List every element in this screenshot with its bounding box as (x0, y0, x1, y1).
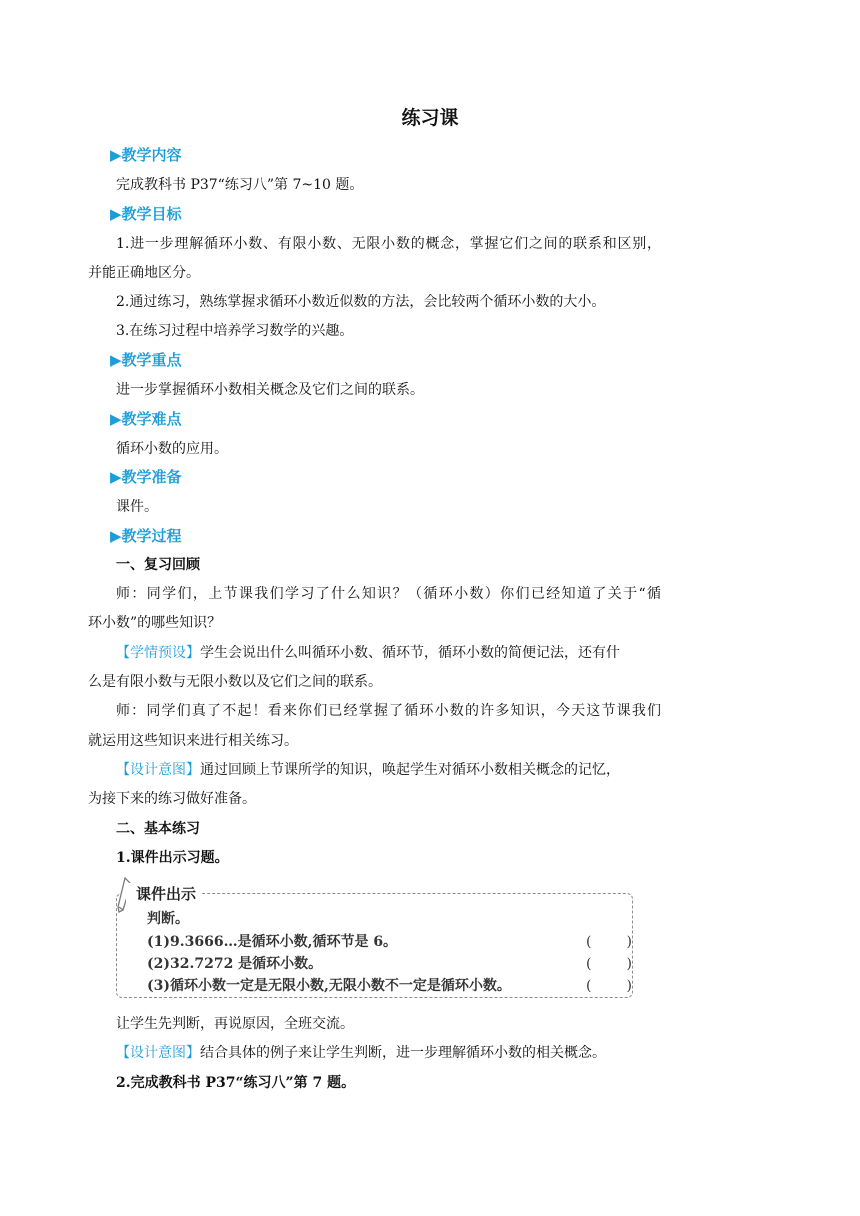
goal-1-line-2: 并能正确地区分。 (88, 265, 200, 281)
review-p2-line-1: 师：同学们真了不起！看来你们已经掌握了循环小数的许多知识，今天这节课我们 (116, 703, 661, 719)
difficulty-text: 循环小数的应用。 (116, 441, 228, 457)
review-p1-line-2: 环小数”的哪些知识？ (88, 615, 222, 631)
preset-text-1: 学生会说出什么叫循环小数、循环节，循环小数的简便记法，还有什 (200, 645, 620, 661)
key-text: 进一步掌握循环小数相关概念及它们之间的联系。 (116, 382, 424, 398)
subheading-review: 一、复习回顾 (116, 557, 200, 573)
paren-close: ) (626, 934, 632, 950)
callout-question-3: (3)循环小数一定是无限小数,无限小数不一定是循环小数。 (147, 978, 511, 994)
after-callout-text: 让学生先判断，再说原因，全班交流。 (116, 1016, 354, 1032)
callout-question-1: (1)9.3666…是循环小数,循环节是 6。 (147, 934, 398, 950)
paren-open: ( (586, 934, 592, 950)
goal-3: 3.在练习过程中培养学习数学的兴趣。 (116, 323, 354, 339)
section-heading-prep: ▶教学准备 (110, 468, 182, 486)
design-line-1 (116, 760, 661, 780)
preset-line-1 (116, 643, 661, 663)
section-heading-difficulty: ▶教学难点 (110, 410, 182, 428)
section-heading-content: ▶教学内容 (110, 146, 182, 164)
goal-1-line-1: 1.进一步理解循环小数、有限小数、无限小数的概念，掌握它们之间的联系和区别， (116, 236, 661, 252)
callout-prompt: 判断。 (147, 911, 189, 927)
preset-line-2: 么是有限小数与无限小数以及它们之间的联系。 (88, 674, 382, 690)
item-2: 2.完成教科书 P37“练习八”第 7 题。 (116, 1075, 356, 1091)
design-tag: 【设计意图】 (116, 762, 200, 778)
basic-design-text: 结合具体的例子来让学生判断，进一步理解循环小数的相关概念。 (200, 1045, 606, 1061)
section-heading-goals: ▶教学目标 (110, 205, 182, 223)
paren-close: ) (626, 956, 632, 972)
design-line-2: 为接下来的练习做好准备。 (88, 791, 256, 807)
answer-blank-1[interactable] (586, 932, 632, 952)
subheading-basic: 二、基本练习 (116, 821, 200, 837)
answer-blank-3[interactable] (586, 976, 632, 996)
answer-blank-2[interactable] (586, 954, 632, 974)
callout-question-2: (2)32.7272 是循环小数。 (147, 956, 323, 972)
goal-2: 2.通过练习，熟练掌握求循环小数近似数的方法，会比较两个循环小数的大小。 (116, 294, 606, 310)
callout-title: 课件出示 (126, 883, 202, 905)
preset-tag: 【学情预设】 (116, 645, 200, 661)
section-heading-key: ▶教学重点 (110, 351, 182, 369)
paren-open: ( (586, 978, 592, 994)
item-1: 1.课件出示习题。 (116, 850, 229, 866)
page-title: 练习课 (401, 107, 459, 129)
paren-close: ) (626, 978, 632, 994)
section-heading-process: ▶教学过程 (110, 527, 182, 545)
review-p2-line-2: 就运用这些知识来进行相关练习。 (88, 733, 298, 749)
content-text: 完成教科书 P37“练习八”第 7~10 题。 (116, 177, 364, 193)
prep-text: 课件。 (116, 499, 158, 515)
paren-open: ( (586, 956, 592, 972)
review-p1-line-1: 师：同学们，上节课我们学习了什么知识？（循环小数）你们已经知道了关于“循 (116, 586, 661, 602)
basic-design-line (116, 1043, 606, 1063)
design-tag: 【设计意图】 (116, 1045, 200, 1061)
design-text-1: 通过回顾上节课所学的知识，唤起学生对循环小数相关概念的记忆， (200, 762, 620, 778)
